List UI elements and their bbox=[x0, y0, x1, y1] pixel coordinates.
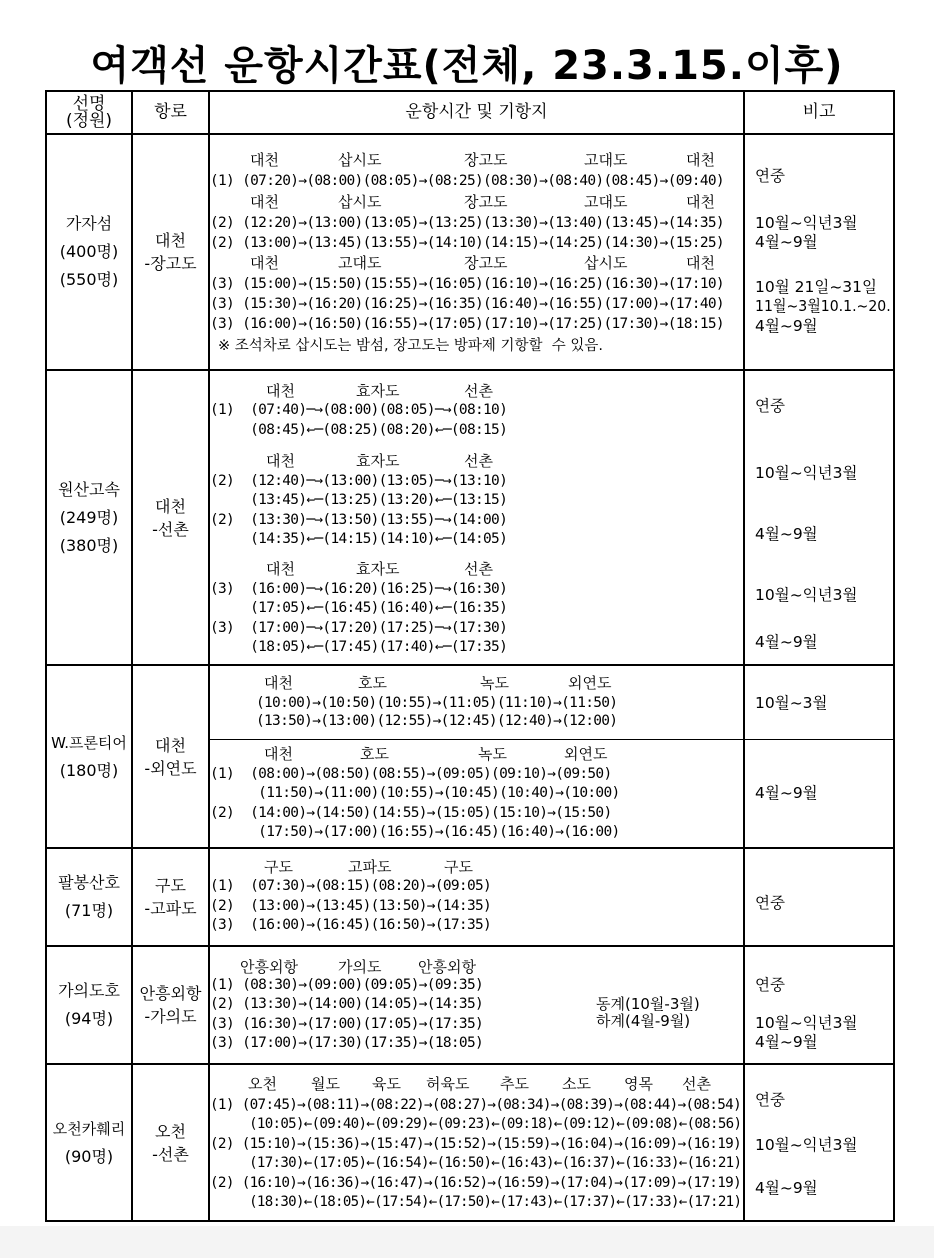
schedule-line: (2) (13:30)─→(13:50)(13:55)─→(14:00) bbox=[210, 512, 508, 528]
schedule-line: (3) (17:00)→(17:30)(17:35)→(18:05) bbox=[210, 1035, 484, 1051]
station-label: 구도 bbox=[264, 858, 293, 876]
ship-capacity: (94명) bbox=[64, 1009, 114, 1028]
schedule-line: (3) (16:00)→(16:50)(16:55)→(17:05)(17:10)→(17:25)(17:30)→(18:15) bbox=[210, 316, 724, 332]
ship-name: W.프론티어 bbox=[51, 733, 127, 752]
station-label: 대천 bbox=[686, 254, 715, 272]
schedule-note: ※ 조석차로 삽시도는 밤섬, 장고도는 방파제 기항할 수 있음. bbox=[218, 338, 604, 354]
remark: 11월~3월10.1.~20. bbox=[755, 297, 891, 315]
station-label: 녹도 bbox=[478, 745, 507, 763]
ship-name-cell bbox=[47, 666, 131, 847]
remarks-cell bbox=[745, 1065, 893, 1220]
station-label: 월도 bbox=[311, 1075, 340, 1093]
ship-name-cell bbox=[47, 135, 131, 369]
schedule-line: (2) (13:30)→(14:00)(14:05)→(14:35) bbox=[210, 996, 484, 1012]
schedule-cell bbox=[210, 741, 743, 847]
station-label: 대천 bbox=[250, 151, 279, 169]
schedule-cell bbox=[210, 666, 743, 739]
header-times: 운항시간 및 기항지 bbox=[405, 102, 548, 122]
route-cell: 오천 -선촌 bbox=[152, 1121, 189, 1164]
schedule-cell bbox=[210, 849, 743, 945]
schedule-cell bbox=[210, 947, 743, 1063]
schedule-line: (3) (17:00)─→(17:20)(17:25)─→(17:30) bbox=[210, 620, 508, 636]
ship-name-cell bbox=[47, 947, 131, 1063]
remark: 4월~9월 bbox=[755, 525, 818, 543]
station-label: 고대도 bbox=[584, 193, 628, 211]
schedule-line: (13:50)→(13:00)(12:55)→(12:45)(12:40)→(12:00) bbox=[256, 713, 618, 729]
schedule-line: (3) (15:00)→(15:50)(15:55)→(16:05)(16:10)→(16:25)(16:30)→(17:10) bbox=[210, 276, 724, 292]
remark: 4월~9월 bbox=[755, 1033, 818, 1051]
header-remarks: 비고 bbox=[802, 102, 836, 122]
header-route: 항로 bbox=[154, 102, 187, 122]
route-cell: 대천 -장고도 bbox=[144, 231, 197, 273]
station-label: 삽시도 bbox=[338, 151, 382, 169]
station-label: 외연도 bbox=[568, 674, 612, 692]
schedule-line: (17:50)→(17:00)(16:55)→(16:45)(16:40)→(16:00) bbox=[210, 824, 620, 840]
schedule-line: (08:45)←─(08:25)(08:20)←─(08:15) bbox=[210, 422, 508, 438]
ship-name: 가의도호 bbox=[58, 981, 120, 1000]
remarks-cell bbox=[745, 135, 893, 369]
station-label: 대천 bbox=[266, 382, 295, 400]
remark: 10월 21일~31일 bbox=[755, 278, 878, 296]
station-label: 장고도 bbox=[464, 151, 508, 169]
schedule-line: (18:30)←(18:05)←(17:54)←(17:50)←(17:43)←(17:37)←(17:33)←(17:21) bbox=[210, 1194, 742, 1210]
schedule-line: (13:45)←─(13:25)(13:20)←─(13:15) bbox=[210, 492, 508, 508]
station-label: 장고도 bbox=[464, 254, 508, 272]
route-cell: 구도 -고파도 bbox=[144, 876, 197, 918]
schedule-line: (2) (15:10)→(15:36)→(15:47)→(15:52)→(15:59)→(16:04)→(16:09)→(16:19) bbox=[210, 1136, 742, 1152]
station-label: 외연도 bbox=[564, 745, 608, 763]
station-label: 대천 bbox=[266, 452, 295, 470]
station-label: 대천 bbox=[686, 193, 715, 211]
remarks-cell bbox=[745, 741, 893, 847]
station-label: 고대도 bbox=[584, 151, 628, 169]
station-label: 소도 bbox=[562, 1075, 591, 1093]
schedule-cell bbox=[210, 135, 743, 369]
remark: 연중 bbox=[755, 397, 785, 415]
ship-name-cell bbox=[47, 1065, 131, 1220]
station-label: 선촌 bbox=[464, 560, 493, 578]
remarks-cell bbox=[745, 666, 893, 739]
station-label: 효자도 bbox=[356, 452, 400, 470]
ship-name: 팔봉산호 bbox=[58, 873, 120, 892]
station-label: 고대도 bbox=[338, 254, 382, 272]
station-label: 구도 bbox=[444, 858, 473, 876]
schedule-line: (18:05)←─(17:45)(17:40)←─(17:35) bbox=[210, 639, 508, 655]
remark: 연중 bbox=[755, 1091, 785, 1109]
remark: 10월~익년3월 bbox=[755, 464, 858, 482]
season-note: 하계(4월-9월) bbox=[596, 1012, 691, 1030]
station-label: 선촌 bbox=[682, 1075, 711, 1093]
schedule-line: (2) (13:00)→(13:45)(13:50)→(14:35) bbox=[210, 898, 492, 914]
schedule-line: (17:05)←─(16:45)(16:40)←─(16:35) bbox=[210, 600, 508, 616]
remark: 10월~3월 bbox=[755, 694, 828, 712]
ship-capacity: (400명) bbox=[59, 242, 119, 261]
remark: 4월~9월 bbox=[755, 784, 818, 802]
schedule-line: (14:35)←─(14:15)(14:10)←─(14:05) bbox=[210, 531, 508, 547]
station-label: 고파도 bbox=[348, 858, 392, 876]
schedule-line: (1) (08:00)→(08:50)(08:55)→(09:05)(09:10)→(09:50) bbox=[210, 766, 612, 782]
ship-capacity: (180명) bbox=[59, 760, 119, 780]
station-label: 호도 bbox=[360, 745, 389, 763]
station-label: 효자도 bbox=[356, 382, 400, 400]
remark: 10월~익년3월 bbox=[755, 1136, 858, 1154]
station-label: 대천 bbox=[686, 151, 715, 169]
page-title: 여객선 운항시간표(전체, 23.3.15.이후) bbox=[90, 43, 844, 89]
header-ship-name: 선명 (정원) bbox=[65, 93, 113, 131]
station-label: 삽시도 bbox=[584, 254, 628, 272]
schedule-line: (2) (16:10)→(16:36)→(16:47)→(16:52)→(16:59)→(17:04)→(17:09)→(17:19) bbox=[210, 1175, 742, 1191]
schedule-line: (3) (16:00)→(16:45)(16:50)→(17:35) bbox=[210, 917, 492, 933]
ship-name: 오천카훼리 bbox=[52, 1119, 126, 1138]
remark: 4월~9월 bbox=[755, 633, 818, 651]
remarks-cell bbox=[745, 947, 893, 1063]
station-label: 호도 bbox=[358, 674, 387, 692]
station-label: 대천 bbox=[264, 674, 293, 692]
route-cell: 대천 -외연도 bbox=[144, 735, 197, 778]
station-label: 안흥외항 bbox=[418, 958, 476, 976]
station-label: 대천 bbox=[250, 254, 279, 272]
schedule-line: (1) (07:20)→(08:00)(08:05)→(08:25)(08:30)→(08:40)(08:45)→(09:40) bbox=[210, 173, 724, 189]
remark: 10월~익년3월 bbox=[755, 1014, 858, 1032]
ship-name: 가자섬 bbox=[65, 214, 113, 233]
page-bottom-margin bbox=[0, 1226, 934, 1258]
schedule-cell bbox=[210, 371, 743, 664]
ship-name-cell bbox=[47, 849, 131, 945]
schedule-line: (10:00)→(10:50)(10:55)→(11:05)(11:10)→(11:50) bbox=[256, 695, 618, 711]
station-label: 영목 bbox=[624, 1075, 653, 1093]
station-label: 육도 bbox=[372, 1075, 401, 1093]
schedule-line: (2) (12:20)→(13:00)(13:05)→(13:25)(13:30)→(13:40)(13:45)→(14:35) bbox=[210, 215, 724, 231]
station-label: 허육도 bbox=[426, 1075, 470, 1093]
schedule-line: (3) (15:30)→(16:20)(16:25)→(16:35)(16:40)→(16:55)(17:00)→(17:40) bbox=[210, 296, 724, 312]
schedule-line: (17:30)←(17:05)←(16:54)←(16:50)←(16:43)←(16:37)←(16:33)←(16:21) bbox=[210, 1155, 742, 1171]
station-label: 대천 bbox=[266, 560, 295, 578]
schedule-line: (2) (13:00)→(13:45)(13:55)→(14:10)(14:15)→(14:25)(14:30)→(15:25) bbox=[210, 235, 724, 251]
remark: 연중 bbox=[755, 167, 785, 185]
schedule-cell bbox=[210, 1065, 743, 1220]
remarks-cell bbox=[745, 849, 893, 945]
station-label: 가의도 bbox=[338, 958, 382, 976]
ship-name: 원산고속 bbox=[58, 479, 120, 499]
remark: 4월~9월 bbox=[755, 233, 818, 251]
schedule-line: (1) (07:40)─→(08:00)(08:05)─→(08:10) bbox=[210, 402, 508, 418]
station-label: 대천 bbox=[264, 745, 293, 763]
station-label: 선촌 bbox=[464, 452, 493, 470]
remark: 연중 bbox=[755, 894, 785, 912]
station-label: 장고도 bbox=[464, 193, 508, 211]
station-label: 녹도 bbox=[480, 674, 509, 692]
remark: 연중 bbox=[755, 976, 785, 994]
schedule-line: (1) (07:45)→(08:11)→(08:22)→(08:27)→(08:34)→(08:39)→(08:44)→(08:54) bbox=[210, 1097, 742, 1113]
station-label: 선촌 bbox=[464, 382, 493, 400]
route-cell: 안흥외항 -가의도 bbox=[139, 984, 202, 1026]
schedule-line: (10:05)←(09:40)←(09:29)←(09:23)←(09:18)←(09:12)←(09:08)←(08:56) bbox=[210, 1116, 742, 1132]
ship-name-cell bbox=[47, 371, 131, 664]
ship-capacity: (550명) bbox=[59, 270, 119, 289]
ship-capacity: (71명) bbox=[64, 901, 114, 920]
schedule-line: (1) (08:30)→(09:00)(09:05)→(09:35) bbox=[210, 977, 484, 993]
station-label: 안흥외항 bbox=[240, 958, 298, 976]
station-label: 삽시도 bbox=[338, 193, 382, 211]
schedule-line: (11:50)→(11:00)(10:55)→(10:45)(10:40)→(10:00) bbox=[210, 785, 620, 801]
remark: 4월~9월 bbox=[755, 1179, 818, 1197]
remark: 10월~익년3월 bbox=[755, 214, 858, 232]
ship-capacity: (90명) bbox=[64, 1146, 114, 1166]
ship-capacity: (249명) bbox=[59, 507, 119, 527]
schedule-line: (2) (14:00)→(14:50)(14:55)→(15:05)(15:10)→(15:50) bbox=[210, 805, 612, 821]
remark: 10월~익년3월 bbox=[755, 586, 858, 604]
schedule-line: (3) (16:00)─→(16:20)(16:25)─→(16:30) bbox=[210, 581, 508, 597]
schedule-line: (2) (12:40)─→(13:00)(13:05)─→(13:10) bbox=[210, 473, 508, 489]
schedule-line: (1) (07:30)→(08:15)(08:20)→(09:05) bbox=[210, 878, 492, 894]
route-cell: 대천 -선촌 bbox=[152, 496, 189, 539]
station-label: 대천 bbox=[250, 193, 279, 211]
schedule-line: (3) (16:30)→(17:00)(17:05)→(17:35) bbox=[210, 1016, 484, 1032]
station-label: 오천 bbox=[248, 1075, 277, 1093]
remarks-cell bbox=[745, 371, 893, 664]
ship-capacity: (380명) bbox=[59, 535, 119, 555]
season-note: 동계(10월-3월) bbox=[596, 995, 700, 1013]
station-label: 추도 bbox=[500, 1075, 529, 1093]
remark: 4월~9월 bbox=[755, 317, 818, 335]
station-label: 효자도 bbox=[356, 560, 400, 578]
